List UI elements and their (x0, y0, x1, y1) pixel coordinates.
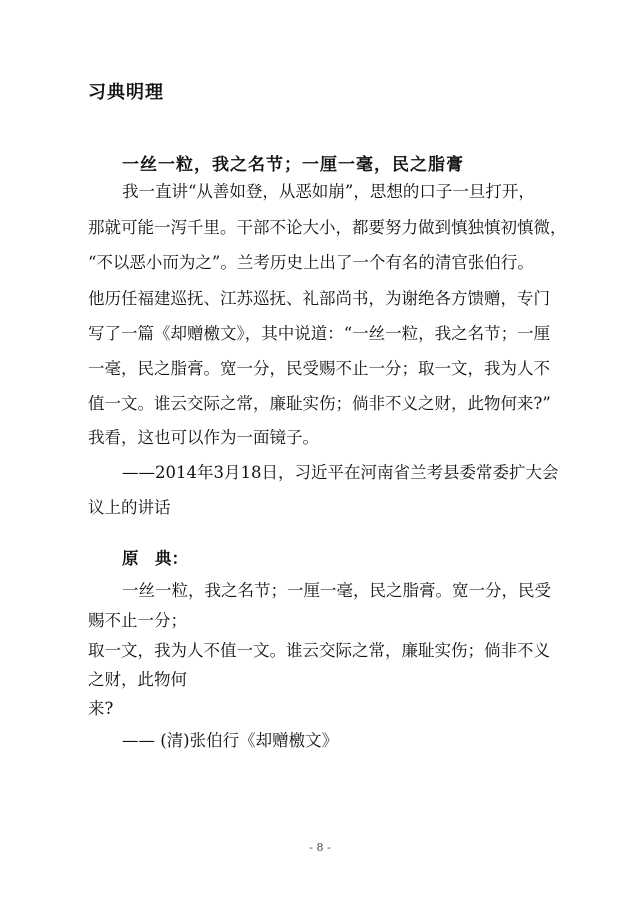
original-line: 赐不止一分； (88, 611, 187, 630)
body-line: 那就可能一泻千里。干部不论大小，都要努力做到慎独慎初慎微， (88, 218, 567, 237)
source-line: ——2014年3月18日，习近平在河南省兰考县委常委扩大会 (122, 463, 559, 482)
source-line: 议上的讲话 (88, 498, 171, 517)
page-number: - 8 - (309, 841, 331, 854)
body-line: 我一直讲“从善如登，从恶如崩”，思想的口子一旦打开， (122, 182, 535, 201)
original-author: —— (清)张伯行《却赠檄文》 (122, 731, 339, 750)
body-line: “不以恶小而为之”。兰考历史上出了一个有名的清官张伯行。 (88, 253, 534, 272)
body-line: 我看，这也可以作为一面镜子。 (88, 428, 319, 447)
body-line: 一毫，民之脂膏。宽一分，民受赐不止一分；取一文，我为人不 (88, 359, 550, 378)
section-title: 习典明理 (88, 82, 164, 103)
original-line: 来? (88, 699, 114, 718)
original-line: 之财，此物何 (88, 670, 187, 689)
original-label: 原 典： (122, 549, 188, 568)
body-line: 值一文。谁云交际之常，廉耻实伤；倘非不义之财，此物何来?” (88, 394, 551, 413)
original-line: 一丝一粒，我之名节；一厘一毫，民之脂膏。宽一分，民受 (122, 581, 551, 600)
body-line: 他历任福建巡抚、江苏巡抚、礼部尚书，为谢绝各方馈赠，专门 (88, 289, 550, 308)
body-line: 写了一篇《却赠檄文》，其中说道：“一丝一粒，我之名节；一厘 (88, 324, 551, 343)
quote-title: 一丝一粒，我之名节；一厘一毫，民之脂膏 (122, 155, 464, 175)
original-line: 取一文，我为人不值一文。谁云交际之常，廉耻实伤；倘非不义 (88, 641, 550, 660)
